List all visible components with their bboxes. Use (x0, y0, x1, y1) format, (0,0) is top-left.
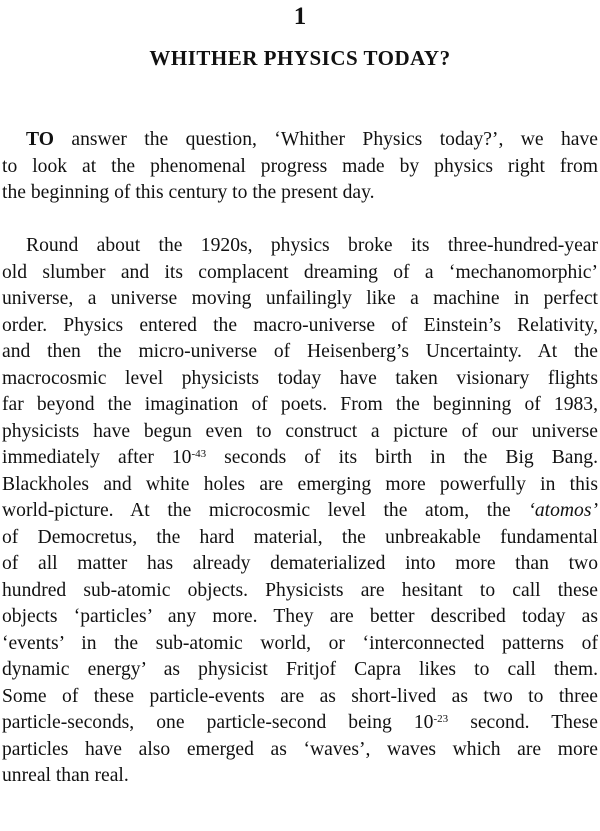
text-line (2, 710, 598, 737)
line-text: immediately after 10 (2, 447, 192, 468)
text-line: macrocosmic level physicists today have taken visionary flights (2, 367, 598, 389)
chapter-number: 1 (293, 3, 307, 30)
chapter-title: WHITHER PHYSICS TODAY? (149, 46, 451, 70)
text-line: of Democretus, the hard material, the unbreakable fundamental (2, 526, 598, 548)
text-line: particles have also emerged as ‘waves’, waves which are more (2, 738, 598, 760)
exponent: -23 (433, 712, 449, 725)
line-text: answer the question, ‘Whither Physics today?’, we have (53, 129, 598, 150)
exponent: -43 (191, 447, 207, 460)
line-text: particle-seconds, one particle-second being 10 (2, 712, 434, 733)
text-line: of all matter has already dematerialized into more than two (2, 553, 598, 574)
line-text: second. These (448, 712, 598, 733)
text-line: order. Physics entered the macro-universe of Einstein’s Relativity, (2, 314, 598, 336)
text-line: the beginning of this century to the present day. (2, 182, 375, 203)
text-line: Some of these particle-events are as short-lived as two to three (2, 685, 598, 707)
text-line: and then the micro-universe of Heisenberg’s Uncertainty. At the (2, 341, 598, 362)
text-line: old slumber and its complacent dreaming of a ‘mechanomorphic’ (2, 261, 598, 283)
lead-word: TO (26, 129, 54, 150)
text-line: ‘events’ in the sub-atomic world, or ‘interconnected patterns of (2, 632, 598, 654)
text-line: far beyond the imagination of poets. From the beginning of 1983, (2, 394, 598, 415)
paragraph-2 (2, 233, 598, 790)
text-line (2, 445, 598, 472)
text-line (2, 127, 598, 154)
line-text: seconds of its birth in the Big Bang. (206, 447, 599, 468)
text-line (2, 498, 598, 525)
text-line: universe, a universe moving unfailingly like a machine in perfect (2, 288, 598, 309)
text-line: Round about the 1920s, physics broke its three-hundred-year (26, 235, 598, 256)
paragraph-1 (2, 127, 598, 207)
line-text: world-picture. At the microcosmic level the atom, the (2, 500, 529, 521)
text-line: physicists have begun even to construct a picture of our universe (2, 420, 598, 442)
text-line: Blackholes and white holes are emerging more powerfully in this (2, 473, 598, 495)
italic-term: ‘atomos’ (528, 500, 598, 521)
text-line: dynamic energy’ as physicist Fritjof Capra likes to call them. (2, 659, 598, 680)
text-line: objects ‘particles’ any more. They are better described today as (2, 606, 598, 627)
text-line: hundred sub-atomic objects. Physicists are hesitant to call these (2, 579, 598, 601)
text-line: unreal than real. (2, 765, 129, 786)
text-line: to look at the phenomenal progress made by physics right from (2, 155, 598, 177)
